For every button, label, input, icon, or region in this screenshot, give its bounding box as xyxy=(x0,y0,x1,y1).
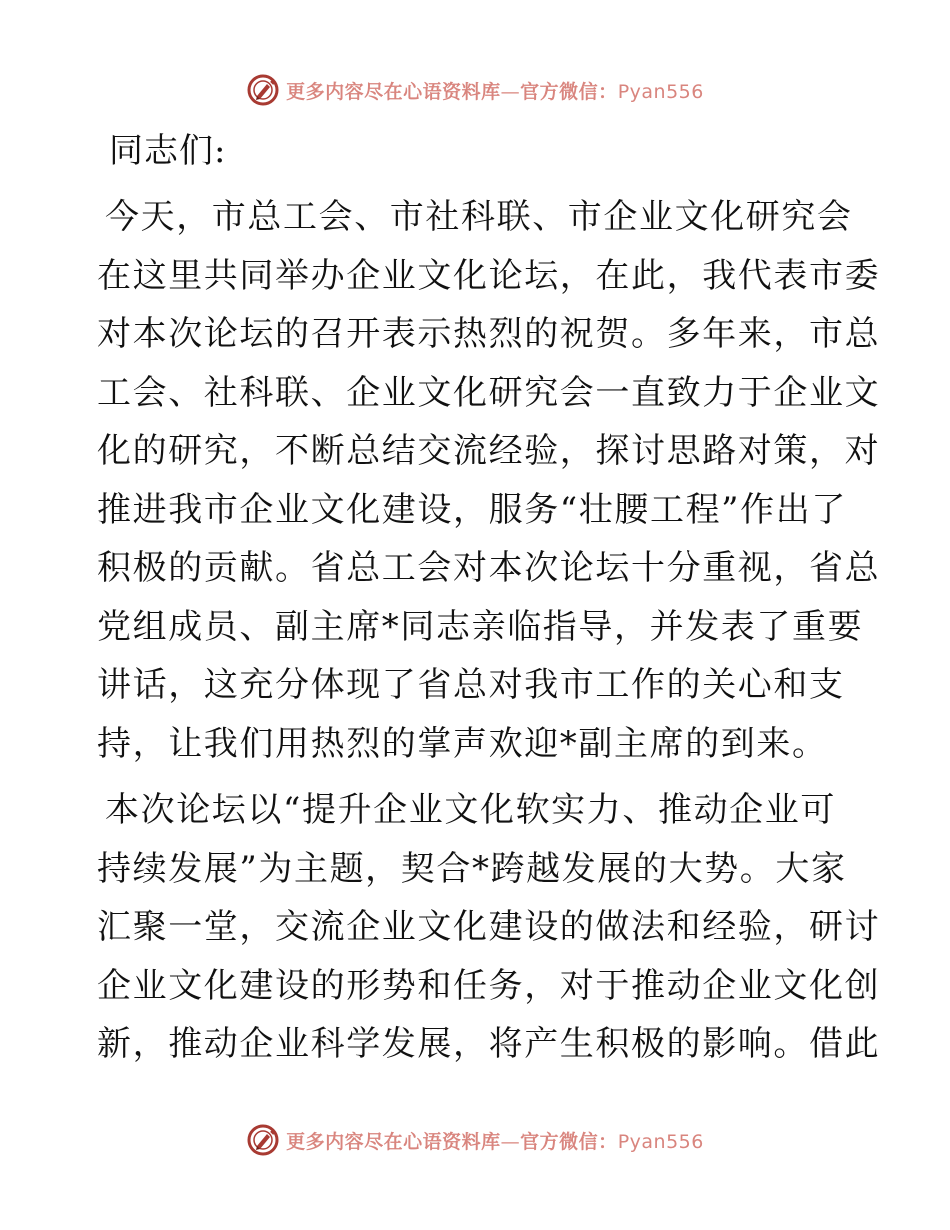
text-line: 党组成员、副主席*同志亲临指导，并发表了重要 xyxy=(97,606,864,647)
text-line: 今天，市总工会、市社科联、市企业文化研究会 xyxy=(105,197,853,237)
text-line: 推进我市企业文化建设，服务“壮腰工程”作出了 xyxy=(97,489,847,530)
text-line: 汇聚一堂，交流企业文化建设的做法和经验，研讨 xyxy=(97,907,881,947)
text-line: 讲话，这充分体现了省总对我市工作的关心和支 xyxy=(97,665,845,705)
text-line: 对本次论坛的召开表示热烈的祝贺。多年来，市总 xyxy=(97,314,881,354)
footer-watermark xyxy=(0,1120,950,1160)
header-watermark xyxy=(0,70,950,110)
text-line: 企业文化建设的形势和任务，对于推动企业文化创 xyxy=(97,965,881,1006)
document-body xyxy=(97,122,881,1082)
watermark-official-label: 官方微信： xyxy=(520,1130,618,1153)
watermark-wechat-id: Pyan556 xyxy=(617,80,704,103)
pen-nib-logo-icon xyxy=(246,73,280,107)
text-line: 本次论坛以“提升企业文化软实力、推动企业可 xyxy=(105,790,836,830)
watermark-dash: — xyxy=(500,1130,521,1153)
text-line: 化的研究，不断总结交流经验，探讨思路对策，对 xyxy=(97,431,881,471)
text-line: 工会、社科联、企业文化研究会一直致力于企业文 xyxy=(97,372,881,413)
watermark-dash: — xyxy=(500,80,521,103)
paragraph-2 xyxy=(97,781,881,1074)
text-line: 持，让我们用热烈的掌声欢迎*副主席的到来。 xyxy=(97,723,828,764)
salutation: 同志们: xyxy=(109,131,227,171)
paragraph-1 xyxy=(97,188,881,773)
text-line: 积极的贡献。省总工会对本次论坛十分重视，省总 xyxy=(97,548,881,588)
watermark-official-label: 官方微信： xyxy=(520,80,618,103)
watermark-brand-text: 更多内容尽在心语资料库 xyxy=(286,80,501,103)
watermark-brand-text: 更多内容尽在心语资料库 xyxy=(286,1130,501,1153)
pen-nib-logo-icon xyxy=(246,1123,280,1157)
text-line: 持续发展”为主题，契合*跨越发展的大势。大家 xyxy=(97,848,847,889)
text-line: 新，推动企业科学发展，将产生积极的影响。借此 xyxy=(97,1024,881,1064)
watermark-wechat-id: Pyan556 xyxy=(617,1130,704,1153)
text-line: 在这里共同举办企业文化论坛，在此，我代表市委 xyxy=(97,255,881,296)
